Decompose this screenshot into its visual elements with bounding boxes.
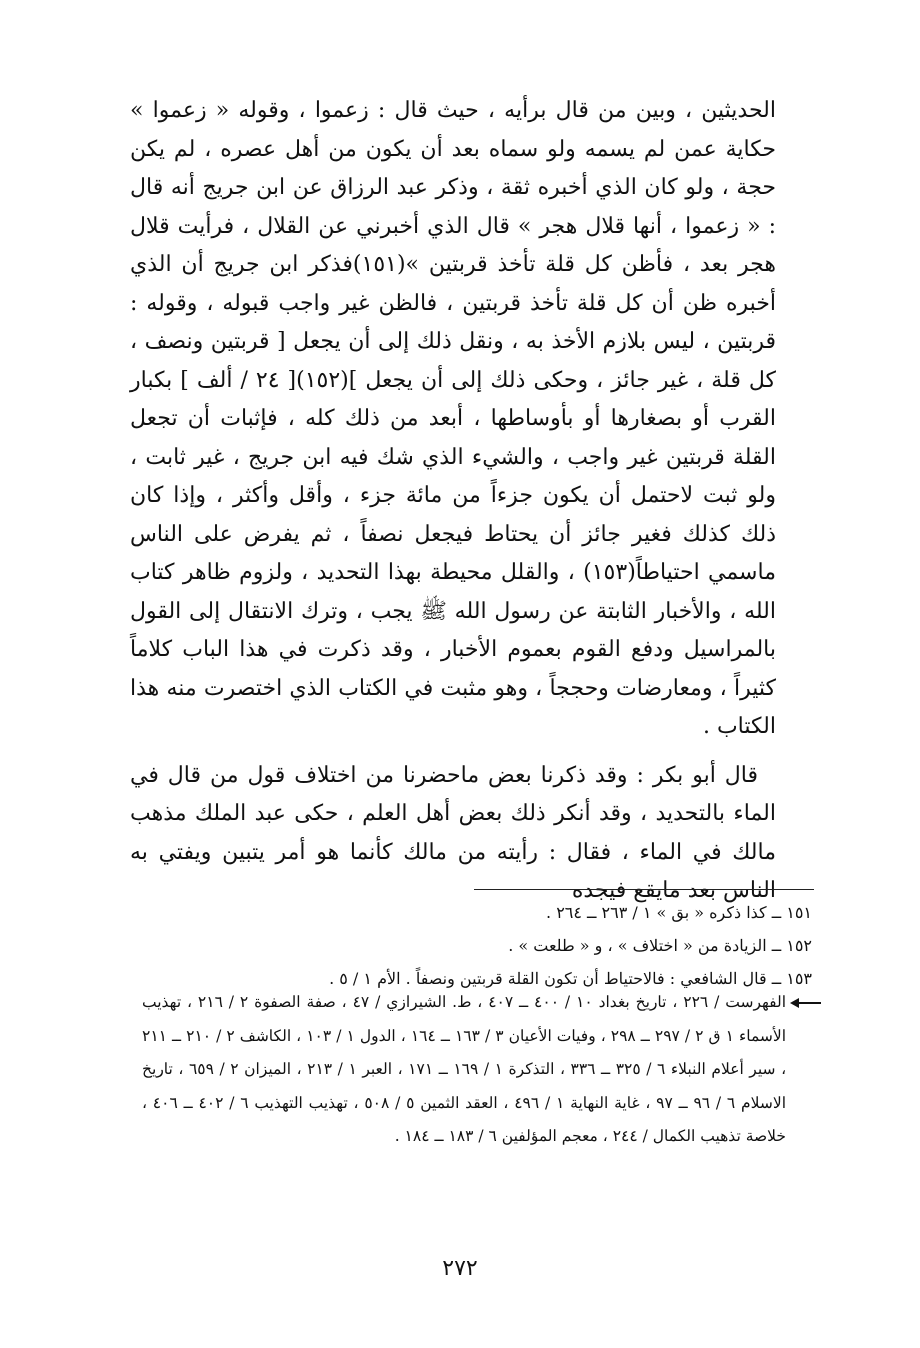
paragraph-2: قال أبو بكر : وقد ذكرنا بعض ماحضرنا من اختلاف قول من قال في الماء بالتحديد ، وقد أنكر ذلك بعض أهل العلم ، حكى عبد الملك مذهب مالك في الماء ، فقال : رأيته من مالك كأنما هو أمر يتبين ويفتي به الناس بعد مايقع فيجده: [130, 762, 776, 903]
footnotes: [300, 896, 812, 995]
page-number: ٢٧٢: [442, 1256, 478, 1281]
footnote-151: ١٥١ ــ كذا ذكره « بق » ١ / ٢٦٣ ــ ٢٦٤ .: [546, 903, 812, 922]
paragraph-1: الحديثين ، وبين من قال برأيه ، حيث قال : زعموا ، وقوله « زعموا » حكاية عمن لم يسمه ولو سماه بعد أن يكون من أهل عصره ، لم يكن حجة ، ولو كان الذي أخبره ثقة ، وذكر عبد الرزاق عن ابن جريج أنه قال : « زعموا ، أنها قلال هجر » قال الذي أخبرني عن القلال ، فرأيت قلال هجر بعد ، فأظن كل قلة تأخذ قربتين »(١٥١)فذكر ابن جريج أن الذي أخبره ظن أن كل قلة تأخذ قربتين ، فالظن غير واجب قبوله ، وقوله : قربتين ، ليس بلازم الأخذ به ، ونقل ذلك إلى أن يجعل [ قربتين ونصف ، كل قلة ، غير جائز ، وحكى ذلك إلى أن يجعل ](١٥٢)[ ٢٤ / ألف ] بكبار القرب أو بصغارها أو بأوساطها ، أبعد من ذلك كله ، فإثبات أن تجعل القلة قربتين غير واجب ، والشيء الذي شك فيه ابن جريج ، غير ثابت ، ولو ثبت لاحتمل أن يكون جزءاً من مائة جزء ، وأقل وأكثر ، وإذا كان ذلك كذلك فغير جائز أن يحتاط فيجعل نصفاً ، ثم يفرض على الناس ماسمي احتياطاً(١٥٣) ، والقلل محيطة بهذا التحديد ، ولزوم ظاهر كتاب الله ، والأخبار الثابتة عن رسول الله ﷺ يجب ، وترك الانتقال إلى القول بالمراسيل ودفع القوم بعموم الأخبار ، وقد ذكرت في هذا الباب كلاماً كثيراً ، ومعارضات وحججاً ، وهو مثبت في الكتاب الذي اختصرت منه هذا الكتاب .: [130, 98, 776, 739]
footnote-152: ١٥٢ ــ الزيادة من « اختلاف » ، و « طلعت » .: [508, 936, 812, 955]
main-text: [130, 92, 776, 911]
footnote-153: ١٥٣ ــ قال الشافعي : فالاحتياط أن تكون القلة قربتين ونصفاً . الأم ١ / ٥ .: [329, 969, 812, 988]
continuation-arrow-icon: [790, 996, 822, 1010]
biography-note: الفهرست / ٢٢٦ ، تاريخ بغداد ١٠ / ٤٠٠ ــ ٤٠٧ ، ط. الشيرازي / ٤٧ ، صفة الصفوة ٢ / ٢١٦ ، تهذيب الأسماء ١ ق ٢ / ٢٩٧ ــ ٢٩٨ ، وفيات الأعيان ٣ / ١٦٣ ــ ١٦٤ ، الدول ١ / ١٠٣ ، الكاشف ٢ / ٢١٠ ــ ٢١١ ، سير أعلام النبلاء ٦ / ٣٢٥ ــ ٣٣٦ ، التذكرة ١ / ١٦٩ ــ ١٧١ ، العبر ١ / ٢١٣ ، الميزان ٢ / ٦٥٩ ، تاريخ الاسلام ٦ / ٩٦ ــ ٩٧ ، غاية النهاية ١ / ٤٩٦ ، العقد الثمين ٥ / ٥٠٨ ، تهذيب التهذيب ٦ / ٤٠٢ ــ ٤٠٦ ، خلاصة تذهيب الكمال / ٢٤٤ ، معجم المؤلفين ٦ / ١٨٣ ــ ١٨٤ .: [142, 993, 787, 1145]
footnote-separator: [474, 889, 814, 890]
